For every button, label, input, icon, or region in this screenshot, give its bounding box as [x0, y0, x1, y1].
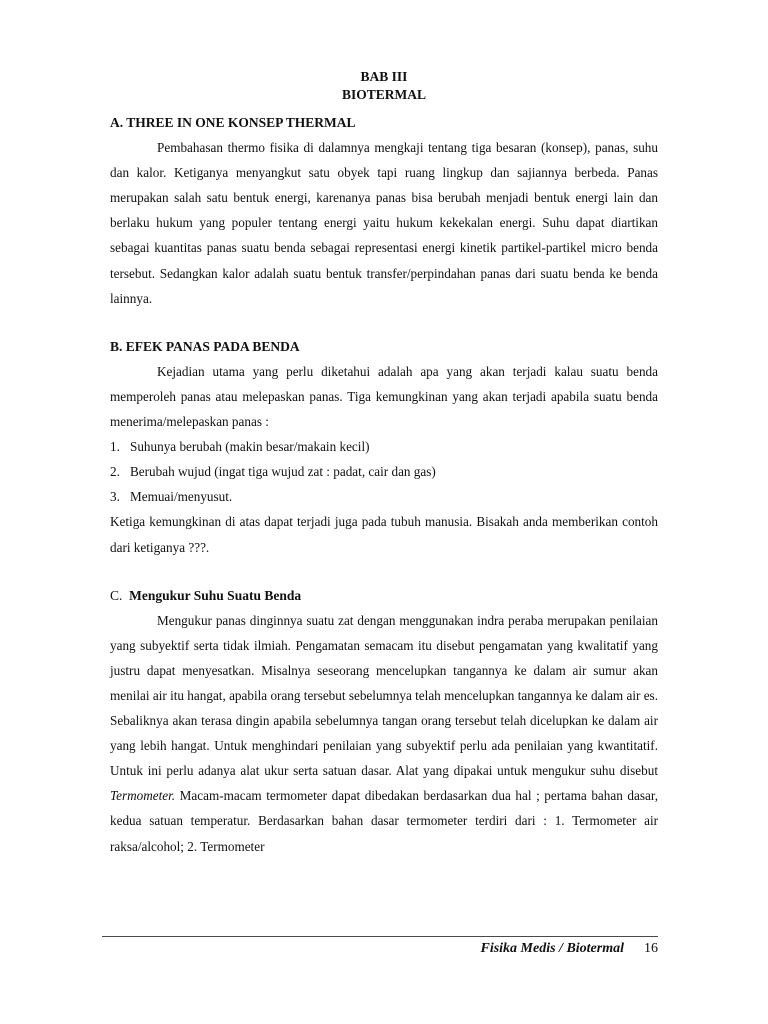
list-item-number: 2.	[110, 464, 120, 480]
section-c-text-after: Macam-macam termometer dapat dibedakan berdasarkan dua hal ; pertama bahan dasar, kedua satuan temperatur. Berdasarkan bahan dasar termometer terdiri dari : 1. Termometer air raksa/alcohol; 2. Termometer	[110, 788, 658, 854]
page-number: 16	[644, 941, 658, 956]
section-c-letter: C.	[110, 587, 123, 603]
effects-list	[110, 434, 658, 509]
list-item-number: 3.	[110, 489, 120, 505]
list-item-text: Memuai/menyusut.	[130, 489, 233, 505]
footer-title: Fisika Medis / Biotermal	[480, 941, 624, 956]
termometer-term: Termometer.	[110, 788, 176, 804]
section-a-heading: A. THREE IN ONE KONSEP THERMAL	[110, 115, 356, 130]
section-b-closing: Ketiga kemungkinan di atas dapat terjadi juga pada tubuh manusia. Bisakah anda memberikan contoh dari ketiganya ???.	[110, 514, 658, 555]
section-c-title: Mengukur Suhu Suatu Benda	[129, 587, 302, 603]
list-item-number: 1.	[110, 439, 120, 455]
list-item-text: Berubah wujud (ingat tiga wujud zat : padat, cair dan gas)	[130, 464, 436, 480]
section-c-paragraph	[110, 608, 658, 859]
list-item	[110, 434, 658, 459]
page-footer	[102, 941, 658, 957]
section-b-intro: Kejadian utama yang perlu diketahui adalah apa yang akan terjadi kalau suatu benda memperoleh panas atau melepaskan panas. Tiga kemungkinan yang akan terjadi apabila suatu benda menerima/melepaskan panas :	[110, 363, 658, 430]
chapter-title: BIOTERMAL	[341, 87, 426, 102]
footer-divider	[102, 936, 658, 937]
list-item-text: Suhunya berubah (makin besar/makain kecil)	[130, 439, 370, 455]
section-c-text-before: Mengukur panas dinginnya suatu zat dengan menggunakan indra peraba merupakan penilaian yang subyektif serta tidak ilmiah. Pengamatan semacam itu disebut pengamatan yang kwalitatif yang justru dapat menyesatkan. Misalnya seseorang mencelupkan tangannya ke dalam air sumur akan menilai air itu hangat, apabila orang tersebut sebelumnya telah mencelupkan tangannya ke dalam air es. Sebaliknya akan terasa dingin apabila sebelumnya tangan orang tersebut telah dicelupkan ke dalam air yang lebih hangat. Untuk menghindari penilaian yang subyektif perlu ada penilaian yang kwantitatif. Untuk ini perlu adanya alat ukur serta satuan dasar. Alat yang dipakai untuk mengukur suhu disebut	[110, 612, 658, 779]
section-b-heading: B. EFEK PANAS PADA BENDA	[110, 338, 300, 354]
list-item	[110, 459, 658, 484]
section-a-paragraph: Pembahasan thermo fisika di dalamnya mengkaji tentang tiga besaran (konsep), panas, suhu dan kalor. Ketiganya menyangkut satu obyek tapi ruang lingkup dan sajiannya berbeda. Panas merupakan salah satu bentuk energi, karenanya panas bisa berubah menjadi bentuk energi lain dan berlaku hukum yang populer tentang energi yaitu hukum kekekalan energi. Suhu dapat diartikan sebagai kuantitas panas suatu benda sebagai representasi energi kinetik partikel-partikel micro benda tersebut. Sedangkan kalor adalah suatu bentuk transfer/perpindahan panas dari suatu benda ke benda lainnya.	[110, 140, 658, 306]
page-content	[110, 68, 658, 859]
section-c-heading	[110, 583, 658, 608]
chapter-number: BAB III	[360, 69, 408, 84]
list-item	[110, 484, 658, 509]
